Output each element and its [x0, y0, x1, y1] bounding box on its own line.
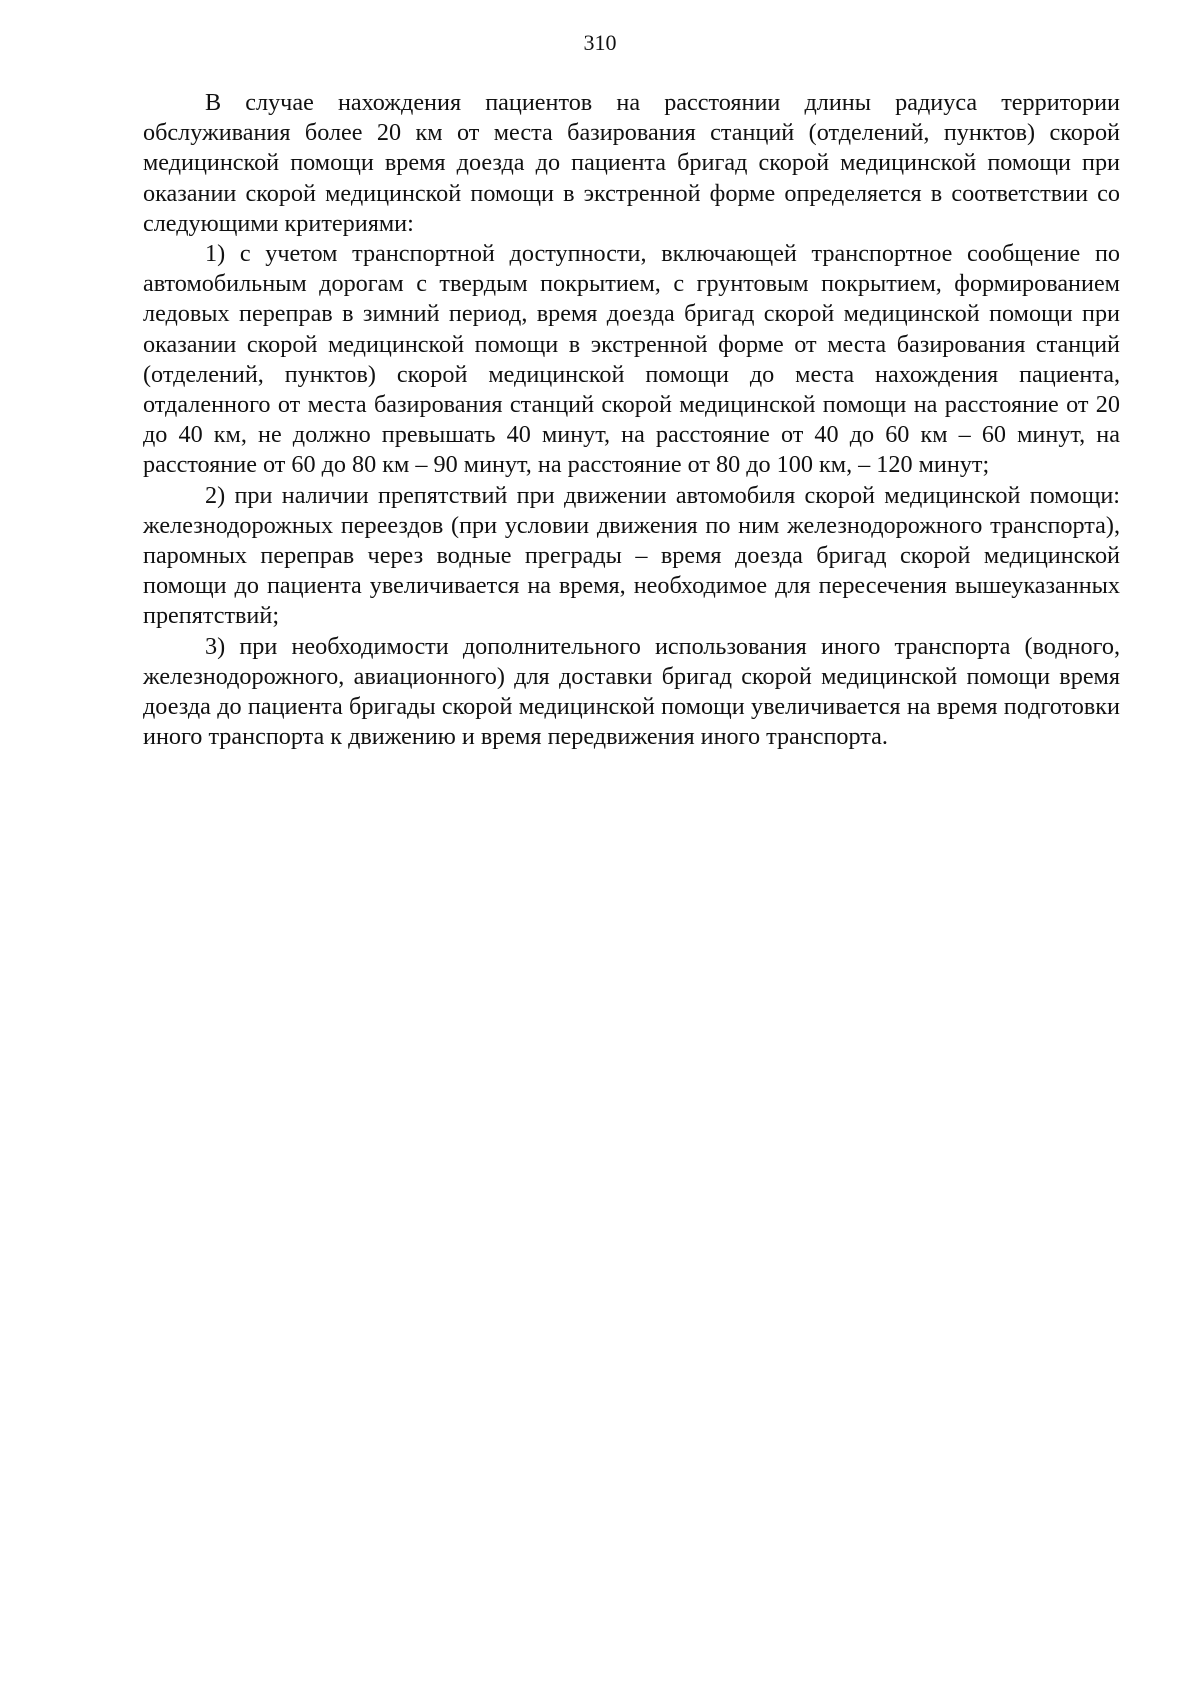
paragraph-criterion-2: 2) при наличии препятствий при движении автомобиля скорой медицинской помощи: железнодорожных переездов (при условии движения по ним железнодорожного транспорта), паромных переправ через водные преграды – время доезда бригад скорой медицинской помощи до пациента увеличивается на время, необходимое для пересечения вышеуказанных препятствий; [143, 481, 1120, 630]
document-body [143, 88, 1120, 752]
paragraph-intro: В случае нахождения пациентов на расстоянии длины радиуса территории обслуживания более 20 км от места базирования станций (отделений, пунктов) скорой медицинской помощи время доезда до пациента бригад скорой медицинской помощи при оказании скорой медицинской помощи в экстренной форме определяется в соответствии со следующими критериями: [143, 89, 1120, 237]
page-number: 310 [583, 30, 617, 55]
paragraph-criterion-3: 3) при необходимости дополнительного использования иного транспорта (водного, железнодорожного, авиационного) для доставки бригад скорой медицинской помощи время доезда до пациента бригады скорой медицинской помощи увеличивается на время подготовки иного транспорта к движению и время передвижения иного транспорта. [143, 632, 1120, 751]
paragraph-criterion-1: 1) с учетом транспортной доступности, включающей транспортное сообщение по автомобильным дорогам с твердым покрытием, с грунтовым покрытием, формированием ледовых переправ в зимний период, время доезда бригад скорой медицинской помощи при оказании скорой медицинской помощи в экстренной форме от места базирования станций (отделений, пунктов) скорой медицинской помощи до места нахождения пациента, отдаленного от места базирования станций скорой медицинской помощи на расстояние от 20 до 40 км, не должно превышать 40 минут, на расстояние от 40 до 60 км – 60 минут, на расстояние от 60 до 80 км – 90 минут, на расстояние от 80 до 100 км, – 120 минут; [143, 240, 1120, 479]
